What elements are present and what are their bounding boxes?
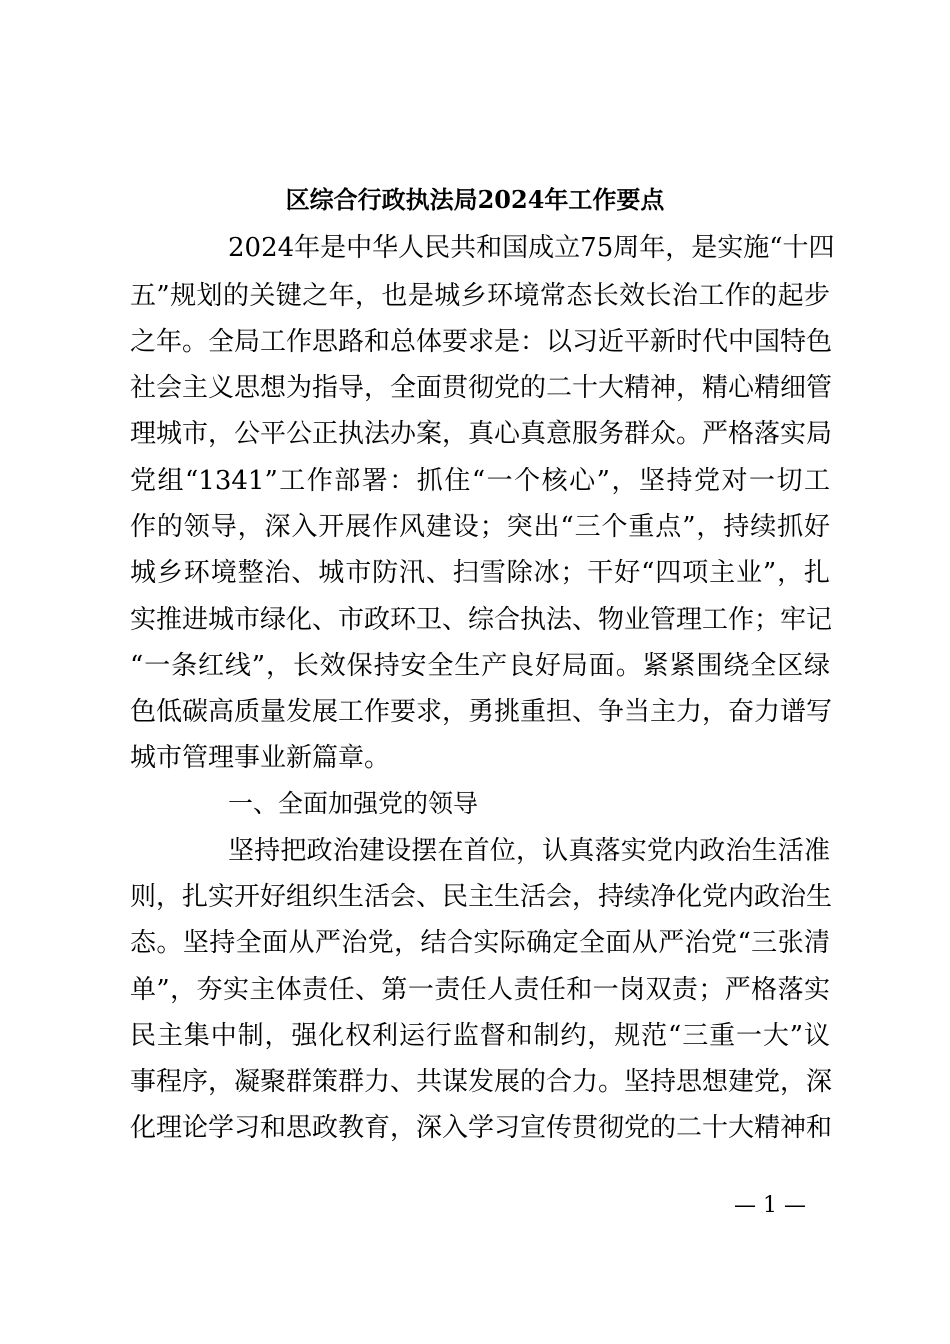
paragraph-line: 单”，夯实主体责任、第一责任人责任和一岗双责；严格落实: [130, 975, 830, 1005]
paragraph-line: 2024年是中华人民共和国成立75周年，是实施“十四: [228, 233, 835, 263]
paragraph-line: 色低碳高质量发展工作要求，勇挑重担、争当主力，奋力谱写: [130, 697, 833, 727]
paragraph-line: 理城市，公平公正执法办案，真心真意服务群众。严格落实局: [130, 419, 833, 449]
paragraph-line: 事程序，凝聚群策群力、共谋发展的合力。坚持思想建党，深: [130, 1067, 833, 1097]
paragraph-line: 坚持把政治建设摆在首位，认真落实党内政治生活准: [228, 836, 830, 866]
paragraph-line: 城乡环境整治、城市防汛、扫雪除冰；干好“四项主业”，扎: [130, 558, 830, 588]
page-number: — 1 —: [734, 1193, 806, 1218]
paragraph-line: 党组“1341”工作部署：抓住“一个核心”，坚持党对一切工: [130, 466, 830, 496]
paragraph-line: 作的领导，深入开展作风建设；突出“三个重点”，持续抓好: [130, 512, 830, 542]
paragraph-line: “一条红线”，长效保持安全生产良好局面。紧紧围绕全区绿: [130, 651, 830, 681]
paragraph-line: 之年。全局工作思路和总体要求是：以习近平新时代中国特色: [130, 327, 833, 357]
paragraph-line: 五”规划的关键之年，也是城乡环境常态长效长治工作的起步: [130, 281, 830, 311]
paragraph-line: 化理论学习和思政教育，深入学习宣传贯彻党的二十大精神和: [130, 1113, 833, 1143]
paragraph-line: 态。坚持全面从严治党，结合实际确定全面从严治党“三张清: [130, 928, 830, 958]
paragraph-line: 民主集中制，强化权利运行监督和制约，规范“三重一大”议: [130, 1021, 830, 1051]
paragraph-line: 城市管理事业新篇章。: [130, 743, 391, 773]
section-heading: 一、全面加强党的领导: [228, 789, 479, 818]
paragraph-line: 社会主义思想为指导，全面贯彻党的二十大精神，精心精细管: [130, 373, 833, 403]
paragraph-line: 实推进城市绿化、市政环卫、综合执法、物业管理工作；牢记: [130, 605, 833, 635]
document-title: 区综合行政执法局2024年工作要点: [285, 185, 665, 214]
paragraph-line: 则，扎实开好组织生活会、民主生活会，持续净化党内政治生: [130, 882, 833, 912]
